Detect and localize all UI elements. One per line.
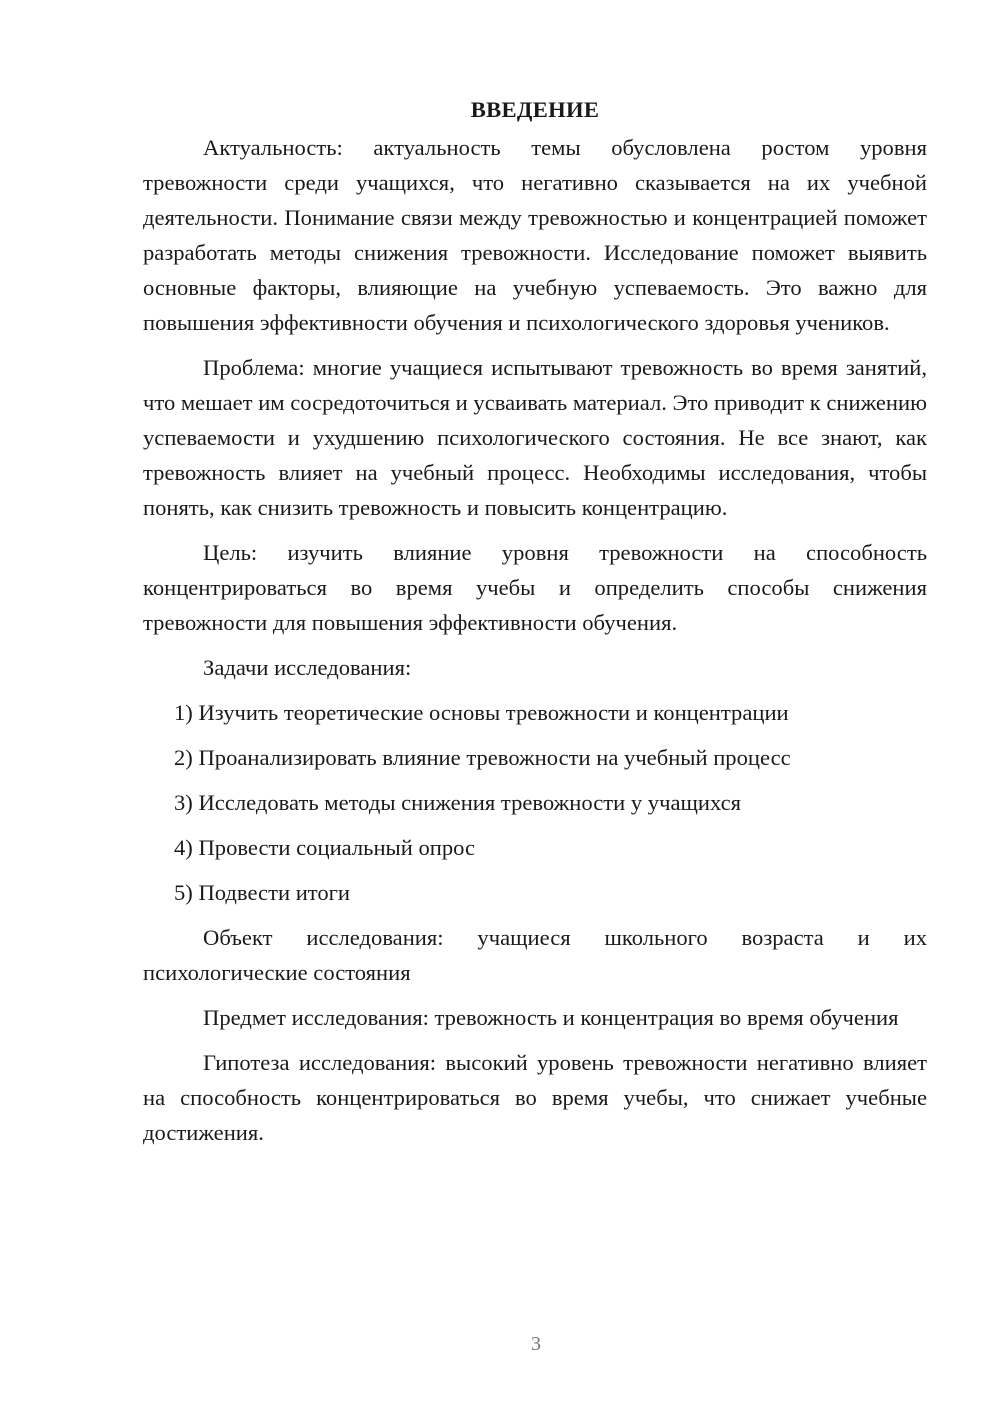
task-item-2: 2) Проанализировать влияние тревожности на учебный процесс: [174, 745, 791, 770]
subject-paragraph: Предмет исследования: тревожность и концентрация во время обучения: [203, 1005, 899, 1030]
task-item-4: 4) Провести социальный опрос: [174, 835, 476, 860]
goal-paragraph: Цель: изучить влияние уровня тревожности на способность концентрироваться во время учебы и определить способы снижения тревожности для повышения эффективности обучения.: [143, 540, 927, 635]
task-item-3: 3) Исследовать методы снижения тревожности у учащихся: [174, 790, 742, 815]
page-title: ВВЕДЕНИЕ: [470, 97, 600, 122]
task-list: [143, 695, 927, 910]
document-body: [143, 92, 927, 1160]
hypothesis-paragraph: Гипотеза исследования: высокий уровень тревожности негативно влияет на способность концентрироваться во время учебы, что снижает учебные достижения.: [143, 1050, 927, 1145]
page-number: 3: [531, 1333, 541, 1355]
object-paragraph: Объект исследования: учащиеся школьного возраста и их психологические состояния: [143, 925, 927, 985]
task-item-1: 1) Изучить теоретические основы тревожности и концентрации: [174, 700, 789, 725]
tasks-heading: Задачи исследования:: [203, 655, 412, 680]
problem-paragraph: Проблема: многие учащиеся испытывают тревожность во время занятий, что мешает им сосредоточиться и усваивать материал. Это приводит к снижению успеваемости и ухудшению психологического состояния. Не все знают, как тревожность влияет на учебный процесс. Необходимы исследования, чтобы понять, как снизить тревожность и повысить концентрацию.: [143, 355, 927, 520]
relevance-paragraph: Актуальность: актуальность темы обусловлена ростом уровня тревожности среди учащихся, что негативно сказывается на их учебной деятельности. Понимание связи между тревожностью и концентрацией поможет разработать методы снижения тревожности. Исследование поможет выявить основные факторы, влияющие на учебную успеваемость. Это важно для повышения эффективности обучения и психологического здоровья учеников.: [143, 135, 927, 335]
task-item-5: 5) Подвести итоги: [174, 880, 351, 905]
